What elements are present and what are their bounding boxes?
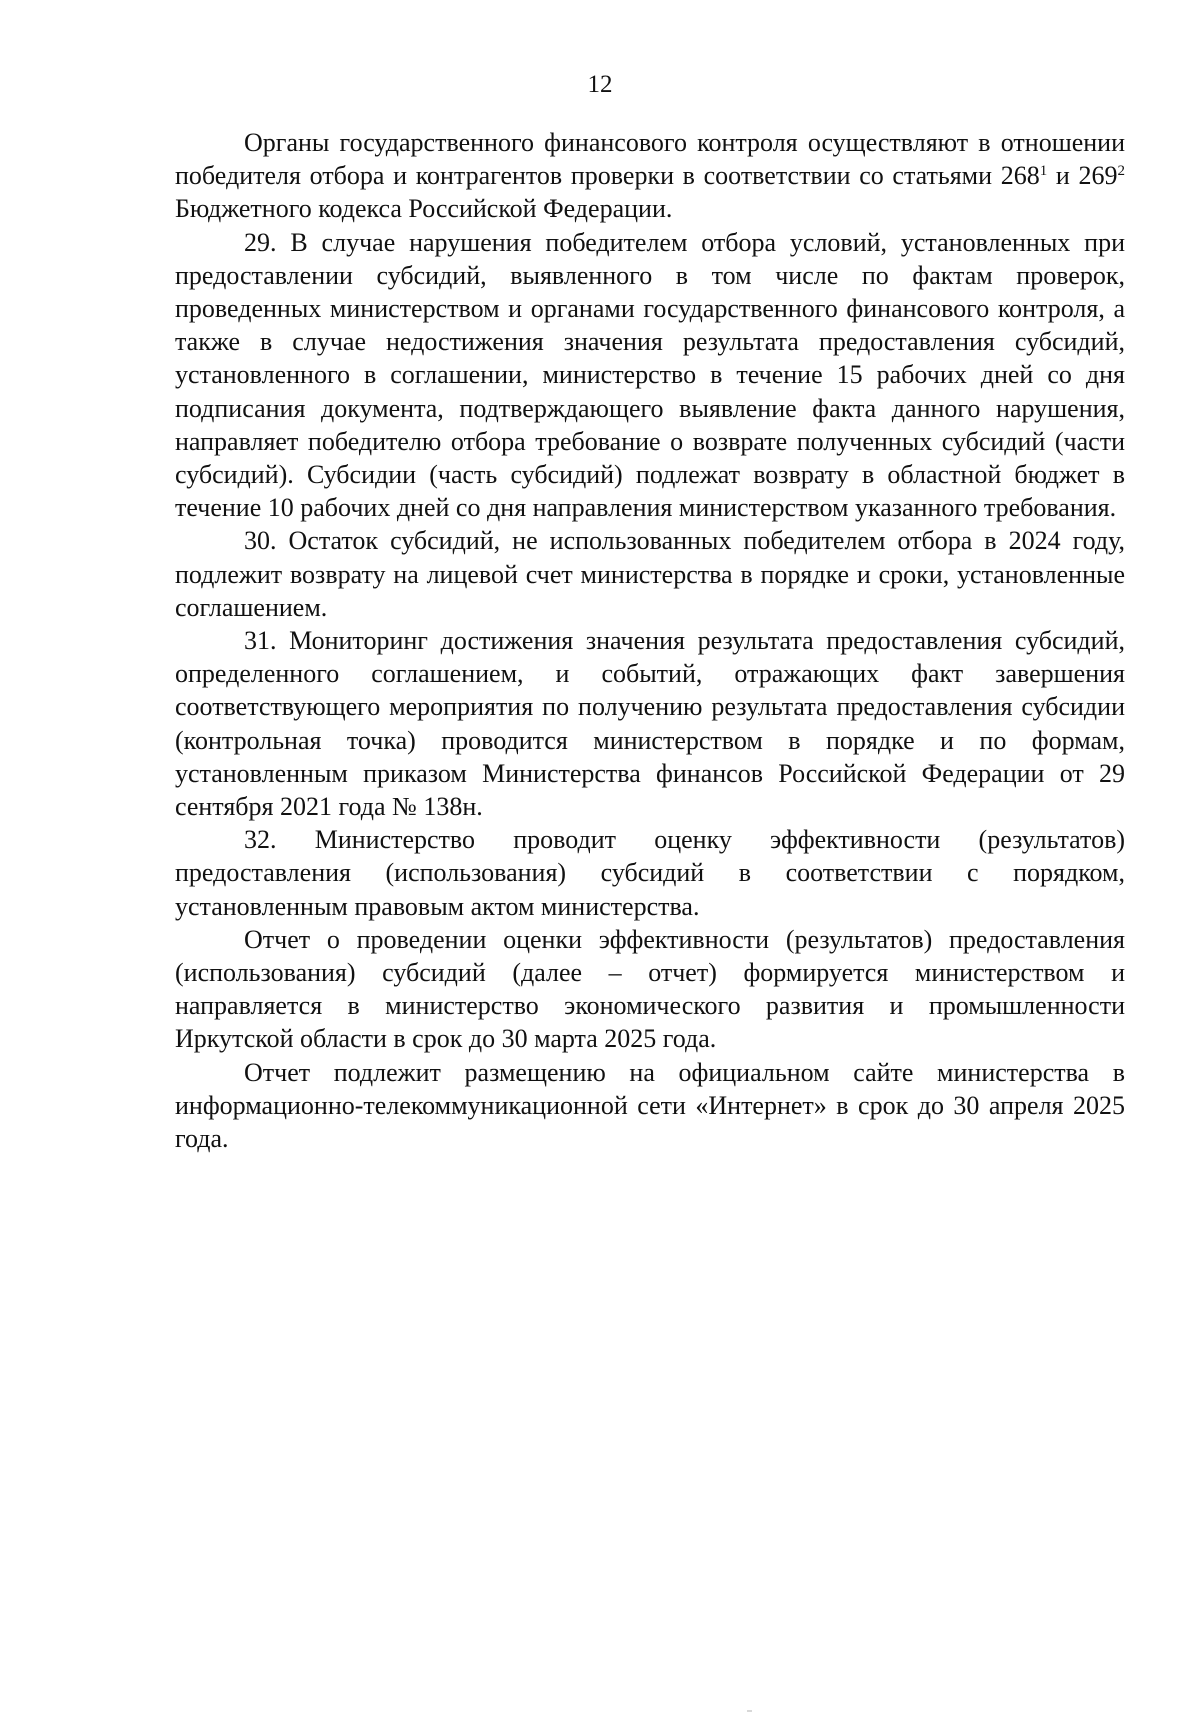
footnote-superscript-2: 2	[1117, 163, 1125, 180]
paragraph-29-violation-refund: 29. В случае нарушения победителем отбора условий, установленных при предоставлении субсидий, выявленного в том числе по фактам проверок, проведенных министерством и органами государственного финансового контроля, а также в случае недостижения значения результата предоставления субсидий, установленного в соглашении, министерство в течение 15 рабочих дней со дня подписания документа, подтверждающего выявление факта данного нарушения, направляет победителю отбора требование о возврате полученных субсидий (части субсидий). Субсидии (часть субсидий) подлежат возврату в областной бюджет в течение 10 рабочих дней со дня направления министерством указанного требования.	[175, 227, 1125, 523]
paragraph-text-middle: и 269	[1047, 161, 1118, 191]
paragraph-text-start: Органы государственного финансового контроля осуществляют в отношении победителя отбора и контрагентов проверки в соответствии со статьями 268	[175, 128, 1125, 191]
document-body	[175, 126, 1125, 1155]
paragraph-report-submission: Отчет о проведении оценки эффективности (результатов) предоставления (использования) субсидий (далее – отчет) формируется министерством и направляется в министерство экономического развития и промышленности Иркутской области в срок до 30 марта 2025 года.	[175, 924, 1125, 1054]
footnote-superscript-1: 1	[1039, 163, 1048, 180]
scan-speck	[747, 1710, 752, 1712]
page-number: 12	[587, 71, 613, 98]
paragraph-30-unused-balance: 30. Остаток субсидий, не использованных победителем отбора в 2024 году, подлежит возврату на лицевой счет министерства в порядке и сроки, установленные соглашением.	[175, 526, 1125, 622]
paragraph-32-effectiveness-evaluation: 32. Министерство проводит оценку эффективности (результатов) предоставления (использования) субсидий в соответствии с порядком, установленным правовым актом министерства.	[175, 825, 1125, 921]
paragraph-report-publication: Отчет подлежит размещению на официальном сайте министерства в информационно-телекоммуникационной сети «Интернет» в срок до 30 апреля 2025 года.	[175, 1057, 1125, 1154]
paragraph-31-monitoring: 31. Мониторинг достижения значения результата предоставления субсидий, определенного соглашением, и событий, отражающих факт завершения соответствующего мероприятия по получению результата предоставления субсидии (контрольная точка) проводится министерством в порядке и по формам, установленным приказом Министерства финансов Российской Федерации от 29 сентября 2021 года № 138н.	[175, 626, 1125, 822]
paragraph-financial-control	[175, 126, 1125, 226]
paragraph-text-end: Бюджетного кодекса Российской Федерации.	[175, 194, 673, 224]
